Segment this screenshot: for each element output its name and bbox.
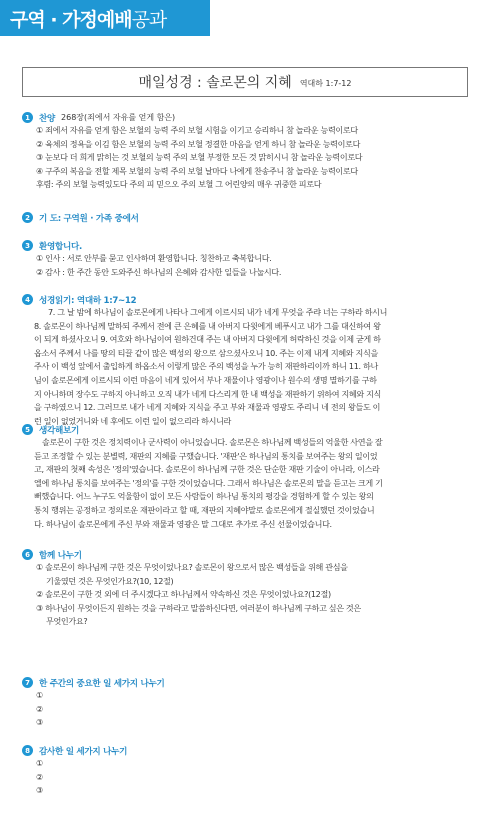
section-title: 성경읽기: 역대하 1:7~12: [39, 295, 137, 306]
welcome-item: ① 인사 : 서로 안부를 묻고 인사하며 환영합니다. 칭찬하고 축복합니다.: [36, 253, 272, 263]
sharing-question-continued: 기울였던 것은 무엇인가요?(10, 12절): [46, 575, 174, 586]
section-title: 감사한 일 세가지 나누기: [39, 746, 128, 757]
banner-title: 구역 · 가정예배: [10, 8, 132, 31]
blank-item-marker: ①: [36, 758, 43, 768]
reflection-text: [22, 436, 482, 531]
hymn-verse: ④ 구주의 복음을 전할 제목 보혈의 능력 주의 보혈 날마다 나에게 찬송주니 참 놀라운 능력이로다: [36, 165, 358, 176]
reflection-line: 통치 행위는 공정하고 정의로운 재판이라고 할 때, 재판의 지혜야말로 솔로몬에게 절실했던 것이었습니: [34, 504, 375, 515]
hymn-verse: ③ 눈보다 더 희게 맑히는 것 보혈의 능력 주의 보혈 부정한 모든 것 맑히시니 참 놀라운 능력이로다: [36, 152, 363, 162]
blank-item-marker: ②: [36, 703, 43, 714]
lesson-title-box: [22, 67, 468, 97]
section-title: 생각해보기: [39, 425, 80, 436]
section-number-badge: 2: [22, 212, 33, 223]
blank-item-marker: ③: [36, 717, 43, 727]
blank-item-marker: ①: [36, 690, 43, 700]
hymn-title: 268장(죄에서 자유를 얻게 함은): [61, 113, 176, 122]
section-title: 함께 나누기: [39, 550, 82, 561]
scripture-line: 8. 솔로몬이 하나님께 말하되 주께서 전에 큰 은혜를 내 아버지 다윗에게 베푸시고 내가 그를 대신하여 왕: [34, 320, 381, 331]
section-reflection: [22, 423, 482, 531]
section-header: [22, 744, 482, 757]
hymn-verse: ② 육체의 정욕을 이김 함은 보혈의 능력 주의 보혈 정결한 마음을 얻게 하니 참 놀라운 능력이로다: [36, 138, 361, 149]
section-number-badge: 5: [22, 424, 33, 435]
section-header: [22, 239, 482, 252]
welcome-item: ② 감사 : 한 주간 동안 도와주신 하나님의 은혜와 감사한 일들을 나눕시다.: [36, 266, 282, 277]
scripture-text: [22, 306, 482, 428]
scripture-line: 7. 그 날 밤에 하나님이 솔로몬에게 나타나 그에게 이르시되 내가 네게 무엇을 주랴 너는 구하라 하시니: [48, 307, 388, 317]
reflection-line: 뻐했습니다. 어느 누구도 억울함이 없이 모든 사람들이 하나님 통치의 평강을 경험하게 할 수 있는 왕의: [34, 491, 374, 502]
section-weekly-events: [22, 676, 482, 730]
blank-item-marker: ③: [36, 785, 43, 795]
sharing-question: ③ 하나님이 무엇이든지 원하는 것을 구하라고 말씀하신다면, 여러분이 하나님께 구하고 싶은 것은: [36, 602, 361, 613]
section-number-badge: 3: [22, 240, 33, 251]
scripture-line: 주사 이 백성 앞에서 출입하게 하옵소서 이렇게 많은 주의 백성을 누가 능히 재판하리이까 하니 11. 하나: [34, 361, 378, 372]
scripture-line: 이 되게 하셨사오니 9. 여호와 하나님이여 원하건대 주는 내 아버지 다윗에게 허락하신 것을 이제 굳게 하: [34, 334, 381, 345]
section-title: 환영합니다.: [39, 241, 82, 252]
section-scripture-reading: [22, 293, 482, 428]
reflection-line: 엘에 하나님 통치를 보여주는 '정의'를 구한 것이었습니다. 그래서 하나님은 솔로몬의 말을 듣고는 크게 기: [34, 477, 383, 488]
scripture-reference: 역대하 1:7-12: [299, 79, 352, 88]
section-header: [22, 676, 482, 689]
reflection-line: 고, 재판의 첫째 속성은 '정의'였습니다. 솔로몬이 하나님께 구한 것은 단순한 재판 기술이 아니라, 이스라: [34, 464, 380, 475]
section-header: [22, 423, 482, 436]
reflection-line: 다. 하나님이 솔로몬에게 주신 부와 재물과 영광은 말 그대로 추가로 주신 선물이었습니다.: [34, 518, 332, 529]
banner-subtitle: 공과: [131, 8, 167, 31]
section-welcome: [22, 239, 482, 279]
section-title: 한 주간의 중요한 일 세가지 나누기: [39, 678, 165, 689]
section-sharing: [22, 548, 482, 629]
section-title: 찬양: [39, 113, 56, 124]
blank-item-marker: ②: [36, 771, 43, 782]
scripture-line: 런 일이 없었거니와 네 후에도 이런 일이 없으리라 하시니라: [34, 415, 232, 426]
section-prayer: [22, 211, 482, 224]
section-title: 기 도: 구역원 · 가족 중에서: [39, 213, 139, 224]
section-number-badge: 7: [22, 677, 33, 688]
sharing-question: ② 솔로몬이 구한 것 외에 더 주시겠다고 하나님께서 약속하신 것은 무엇이었나요?(12절): [36, 589, 331, 599]
section-header: [22, 548, 482, 561]
scripture-line: 을 구하였으니 12. 그러므로 내가 네게 지혜와 지식을 주고 부와 재물과 영광도 주리니 네 전의 왕들도 이: [34, 402, 381, 413]
section-number-badge: 4: [22, 294, 33, 305]
section-hymn: [22, 111, 482, 192]
hymn-chorus: 후렴: 주의 보혈 능력있도다 주의 피 믿으오 주의 보혈 그 어린양의 매우 귀중한 피로다: [36, 179, 322, 189]
section-header: [22, 111, 482, 124]
section-header: [22, 211, 482, 224]
reflection-line: 듣고 조정할 수 있는 분별력, 재판의 지혜를 구했습니다. '재판'은 하나님의 통치를 보여주는 왕의 일이었: [34, 450, 378, 461]
sharing-question-continued: 무엇인가요?: [46, 616, 88, 626]
section-number-badge: 6: [22, 549, 33, 560]
scripture-line: 지 아니하며 장수도 구하지 아니하고 오직 내가 네게 다스리게 한 내 백성을 재판하기 위하여 지혜와 지식: [34, 388, 382, 399]
sharing-question: ① 솔로몬이 하나님께 구한 것은 무엇이었나요? 솔로몬이 왕으로서 많은 백성들을 위해 관심을: [36, 562, 348, 572]
section-number-badge: 1: [22, 112, 33, 123]
hymn-verse: ① 죄에서 자유를 얻게 함은 보혈의 능력 주의 보혈 시험을 이기고 승리하니 참 놀라운 능력이로다: [36, 125, 358, 135]
reflection-line: 솔로몬이 구한 것은 정치력이나 군사력이 아니었습니다. 솔로몬은 하나님께 백성들의 억울한 사연을 잘: [42, 437, 383, 447]
header-banner: [0, 0, 210, 36]
section-header: [22, 293, 482, 306]
lesson-title: 매일성경 : 솔로몬의 지혜: [138, 75, 292, 91]
scripture-line: 옵소서 주께서 나를 땅의 티끌 같이 많은 백성의 왕으로 삼으셨사오니 10. 주는 이제 내게 지혜와 지식을: [34, 347, 378, 358]
section-number-badge: 8: [22, 745, 33, 756]
scripture-line: 님이 솔로몬에게 이르시되 이런 마음이 네게 있어서 부나 재물이나 영광이나 원수의 생명 멸하기를 구하: [34, 374, 377, 385]
section-thanksgiving: [22, 744, 482, 798]
